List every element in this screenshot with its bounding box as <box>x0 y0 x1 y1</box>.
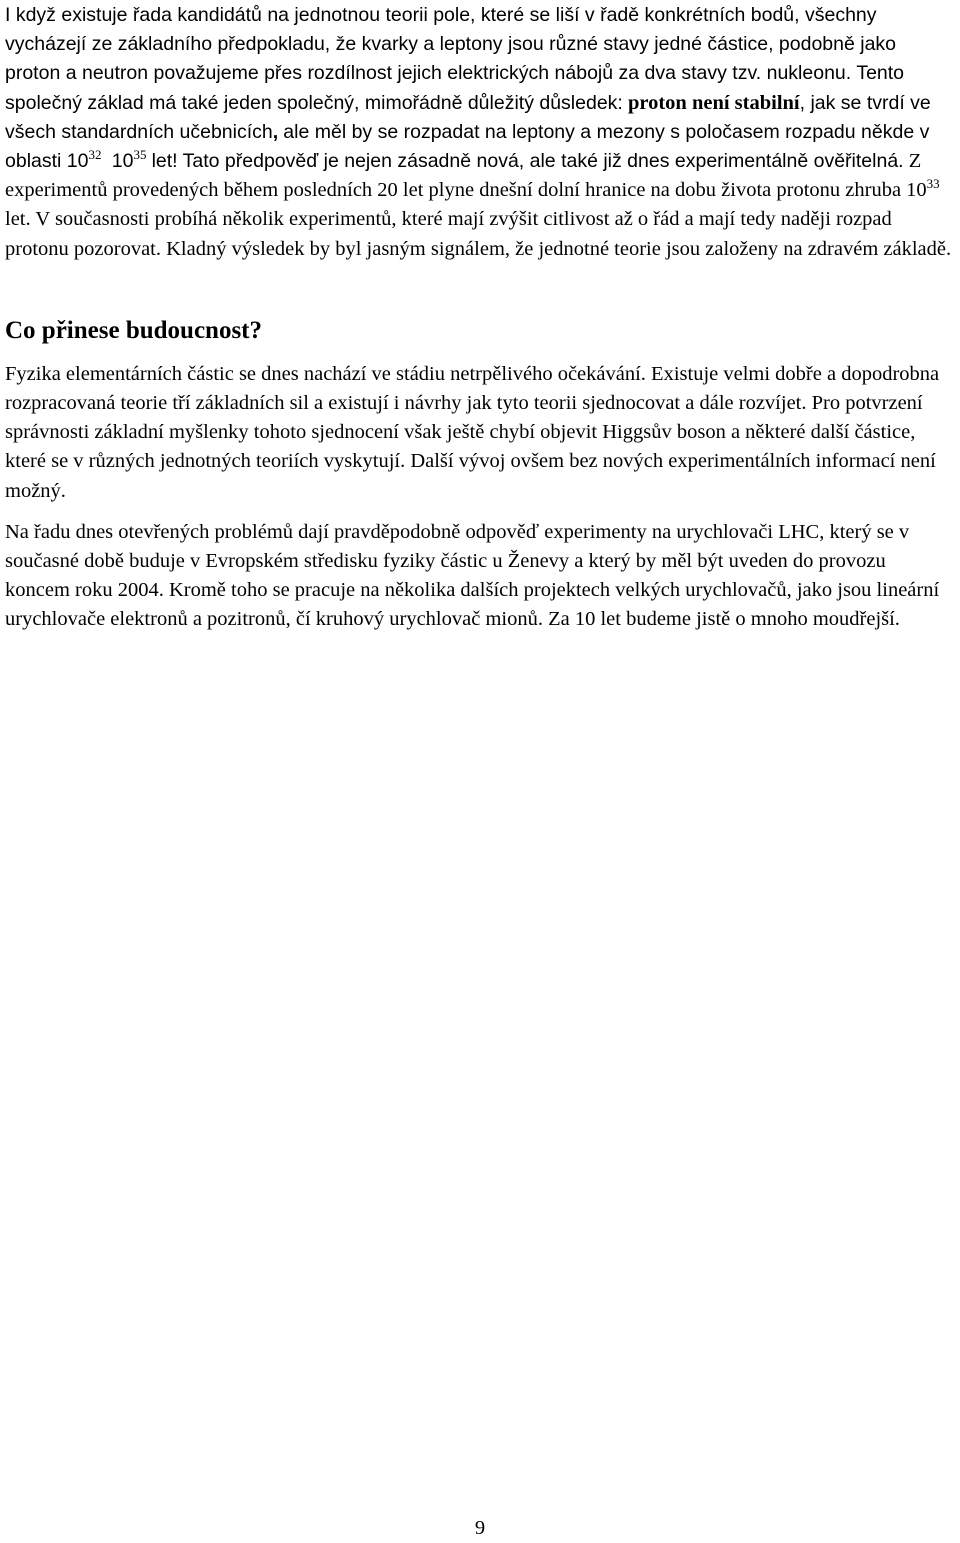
sentence-textbooks: , jak se tvrdí ve všech standardních učebnicích <box>5 91 931 143</box>
paragraph-expectation: Fyzika elementárních částic se dnes nachází ve stádiu netrpělivého očekávání. Existuje velmi dobře a dopodrobna rozpracovaná teorie tří základních sil a existují i návrhy jak tyto teorii sjednocovat a dále rozvíjet. Pro potvrzení správnosti základní myšlenky tohoto sjednocení však ještě chybí objevit Higgsův boson a některé další částice, které se v různých jednotných teoriích vyskytují. Další vývoj ovšem bez nových experimentálních informací není možný. <box>5 362 940 502</box>
page-number: 9 <box>474 1517 486 1539</box>
sentence-prediction: let! Tato předpověď je nejen zásadně nová, ale také již dnes experimentálně ověřitelná. <box>151 150 904 173</box>
value-ten: 10 <box>111 150 134 173</box>
exponent-33: 33 <box>926 176 940 192</box>
paragraph-unified-theory <box>5 0 955 264</box>
document-page <box>5 0 955 635</box>
sentence-unified-theory-intro: I když existuje řada kandidátů na jednotnou teorii pole, které se liší v řadě konkrétních bodů, všechny vycházejí ze základního předpokladu, že kvarky a leptony jsou různé stavy jedné částice, podobně jako proton a neutron považujeme přes rozdílnost jejich elektrických nábojů za dva stavy tzv. nukleonu. <box>5 4 897 85</box>
comma-bold: , <box>272 120 279 143</box>
sentence-experiments-limit: Z experimentů provedených během posledních 20 let plyne dnešní dolní hranice na dobu života protonu zhruba 10 <box>5 150 927 202</box>
section-heading: Co přinese budoucnost? <box>5 316 262 344</box>
sentence-decay: ale měl by se rozpadat na leptony a mezony s poločasem rozpadu někde v oblasti 10 <box>5 120 930 173</box>
word-let: let. <box>5 208 31 231</box>
sentence-sensitivity: V současnosti probíhá několik experimentů, které mají zvýšit citlivost až o řád a mají tedy naději rozpad protonu pozorovat. Kladný výsledek by byl jasným signálem, že jednotné teorie jsou založeny na zdravém základě. <box>5 208 952 260</box>
sentence-common-basis: Tento společný základ má také jeden společný, mimořádně důležitý důsledek: <box>5 62 905 114</box>
exponent-32: 32 <box>88 147 102 163</box>
paragraph-lhc: Na řadu dnes otevřených problémů dají pravděpodobně odpověď experimenty na urychlovači LHC, který se v současné době buduje v Evropském středisku fyziky částic u Ženevy a který by měl být uveden do provozu koncem roku 2004. Kromě toho se pracuje na několika dalších projektech velkých urychlovačů, jako jsou lineární urychlovače elektronů a pozitronů, čí kruhový urychlovač mionů. Za 10 let budeme jistě o mnoho moudřejší. <box>5 520 940 631</box>
emphasis-proton-unstable: proton není stabilní <box>627 91 800 114</box>
exponent-35: 35 <box>133 147 147 163</box>
